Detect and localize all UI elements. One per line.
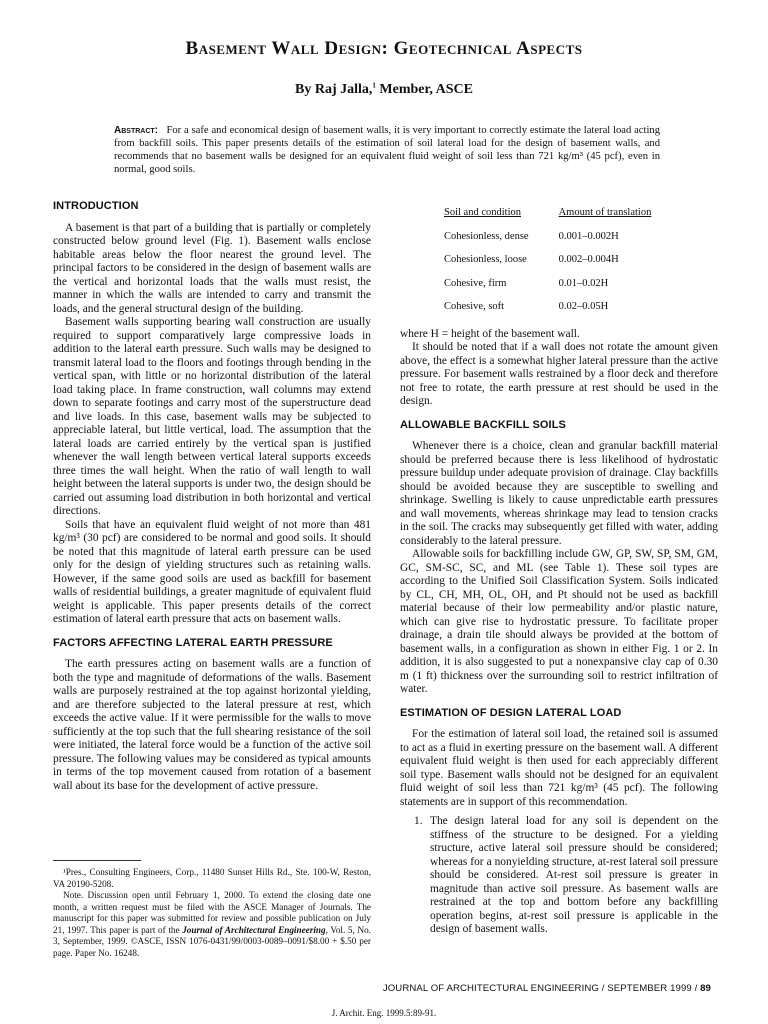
table-header-row — [444, 206, 681, 230]
table-cell: 0.001–0.002H — [558, 230, 619, 242]
author-footnote-mark: 1 — [372, 81, 376, 90]
paper-title: Basement Wall Design: Geotechnical Aspects — [185, 38, 583, 59]
journal-footer — [383, 983, 711, 994]
right-column — [400, 206, 718, 937]
paragraph: A basement is that part of a building that is partially or completely constructed below ground level (Fig. 1). Basement walls enclose habitable areas below the floor nearest the ground level. The principal factors to be considered in the design of basement walls are the vertical and horizontal loads that the walls must resist, the manner in which the walls are intended to carry and transmit the loads, and the general structural design of the building. — [53, 221, 371, 315]
table-cell: Cohesionless, loose — [444, 254, 527, 265]
footnote-affiliation: ¹Pres., Consulting Engineers, Corp., 11480 Sunset Hills Rd., Ste. 100-W, Reston, VA 20190-5208. — [53, 867, 371, 889]
author-name: By Raj Jalla, — [295, 82, 373, 97]
table-row — [444, 300, 681, 324]
author-affiliation: Member, ASCE — [375, 82, 473, 97]
section-heading-introduction: INTRODUCTION — [53, 200, 139, 212]
left-column — [53, 200, 371, 793]
page-number: 89 — [700, 983, 711, 994]
paragraph: Allowable soils for backfilling include GW, GP, SW, SP, SM, GM, GC, SM-SC, SC, and ML (see Table 1). These soil types are according to the Unified Soil Classification System. Soils indicated by CL, CH, MH, OL, OH, and Pt should not be used as backfill material because of their low permeability and/or plastic nature, which can give rise to hydrostatic pressure. To facilitate proper drainage, a drain tile should always be provided at the bottom of basement walls, in a configuration as shown in either Fig. 1 or 2. In addition, it is also suggested to put a nonexpansive clay cap of 0.30 m (1 ft) thickness over the surrounding soil to restrict infiltration of water. — [400, 548, 718, 695]
table-cell: Cohesive, soft — [444, 301, 505, 312]
table-cell: 0.002–0.004H — [558, 254, 619, 265]
paragraph: The earth pressures acting on basement walls are a function of both the type and magnitude of deformations of the walls. Basement walls are purposely restrained at the top against horizontal yielding, and are therefore subjected to the lateral pressure at rest, which exceeds the active value. If it were permissible for the walls to move sufficiently at the top such that the full shearing resistance of the soil were initiated, the lateral force would be a function of the active soil pressure. The following values may be considered as typical amounts in terms of the top movement caused from rotation of a basement wall about its base for the development of active pressure. — [53, 658, 371, 792]
citation: J. Archit. Eng. 1999.5:89-91. — [331, 1008, 437, 1018]
table-header-soil: Soil and condition — [444, 207, 521, 218]
where-line: where H = height of the basement wall. — [400, 327, 580, 340]
paragraph: Soils that have an equivalent fluid weight of not more than 481 kg/m³ (30 pcf) are considered to be normal and good soils. It should be noted that this magnitude of lateral earth pressure can be used only for the design of yielding structures such as retaining walls. However, if the same good soils are used as backfill for basement walls of residential buildings, a greater magnitude of equivalent fluid weight is applicable. This paper presents details of the correct estimation of lateral earth pressure that acts on basement walls. — [53, 518, 371, 625]
list-item — [414, 815, 718, 937]
footnote-rule — [53, 860, 141, 861]
table-row — [444, 230, 681, 254]
paragraph: Basement walls supporting bearing wall construction are usually required to support comparatively large compressive loads in addition to the lateral earth pressure. Such walls may be designed to transmit lateral load to the floors and footings through bending in the vertical span, with little or no horizontal distribution of the lateral load taking place. In frame construction, wall columns may extend down to separate footings and carry most of the superstructure dead and live loads. In this case, basement walls may be subjected to appreciable lateral, but little vertical, load. The assumption that the lateral loads are carried entirely by the vertical span is justified whenever the wall length between vertical lateral supports exceeds three times the wall height. When the ratio of wall length to wall height between the lateral supports is under two, the design should be carried out assuming load distribution in both horizontal and vertical directions. — [53, 316, 371, 517]
table-cell: Cohesionless, dense — [444, 230, 529, 242]
paragraph: Whenever there is a choice, clean and granular backfill material should be preferred because there is less likelihood of hydrostatic pressure buildup under adequate provision of drainage. Clay backfills should be avoided because they are susceptible to swelling and shrinkage. Swelling is likely to cause unpredictable earth pressures and wall movements, whereas shrinkage may lead to tension cracks in the soil. The cracks may subsequently get filled with water, adding considerably to the lateral pressure. — [400, 440, 718, 547]
section-heading-estimation: ESTIMATION OF DESIGN LATERAL LOAD — [400, 706, 622, 719]
section-heading-factors: FACTORS AFFECTING LATERAL EARTH PRESSURE — [53, 636, 333, 649]
paragraph: It should be noted that if a wall does not rotate the amount given above, the effect is a somewhat higher lateral pressure than the active pressure. For basement walls restrained by a floor deck and therefore not free to rotate, the earth pressure at rest should be used in the design. — [400, 341, 718, 407]
section-heading-backfill: ALLOWABLE BACKFILL SOILS — [400, 418, 566, 431]
abstract-text: For a safe and economical design of basement walls, it is very important to correctly estimate the lateral load acting from backfill soils. This paper presents details of the estimation of soil lateral load for the design of basement walls, and recommends that no basement walls be designed for an equivalent fluid weight of soil less than 721 kg/m³ (45 pcf), even in normal, good soils. — [114, 125, 660, 175]
footnote-note — [53, 890, 371, 959]
paragraph: For the estimation of lateral soil load, the retained soil is assumed to act as a fluid in exerting pressure on the basement wall. A different equivalent fluid weight is then used for each appreciably different soil type. Basement walls should not be designed for an equivalent fluid weight of soil less than 721 kg/m³ (45 pcf). The following statements are in support of this recommendation. — [400, 728, 718, 808]
table-header-translation: Amount of translation — [558, 207, 652, 218]
list-number: 1. — [414, 815, 423, 827]
table-cell: 0.02–0.05H — [558, 301, 609, 312]
list-text: The design lateral load for any soil is dependent on the stiffness of the structure to be designed. For a yielding structure, active lateral soil pressure should be considered; whereas for a nonyielding structure, at-rest lateral soil pressure should be considered. At-rest soil pressure is greater in magnitude than active soil pressure. As basement walls are restrained at the top and bottom before any backfilling operation begins, at-rest soil pressure is applicable in the design of basement walls. — [430, 815, 718, 935]
author-line — [0, 82, 768, 98]
footnote-note-text-end: , Vol. 5, No. 3, September, 1999. ©ASCE, ISSN 1076-0431/99/0003-0089–0091/$8.00 + $.50 per page. Paper No. 16248. — [53, 924, 371, 958]
table-cell: Cohesive, firm — [444, 277, 507, 289]
footnote-journal-name: Journal of Architectural Engineering — [182, 924, 326, 935]
abstract-label: Abstract: — [114, 125, 158, 136]
journal-footer-text: JOURNAL OF ARCHITECTURAL ENGINEERING / SEPTEMBER 1999 / — [382, 983, 701, 994]
table-cell: 0.01–0.02H — [558, 277, 609, 289]
translation-table — [444, 206, 681, 324]
abstract — [114, 124, 660, 176]
table-row — [444, 277, 681, 301]
table-row — [444, 253, 681, 277]
footnotes — [53, 860, 371, 959]
footnote-note-text: Note. Discussion open until February 1, 2000. To extend the closing date one month, a written request must be filed with the ASCE Manager of Journals. The manuscript for this paper was submitted for review and possible publication on July 21, 1997. This paper is part of the — [53, 890, 371, 935]
